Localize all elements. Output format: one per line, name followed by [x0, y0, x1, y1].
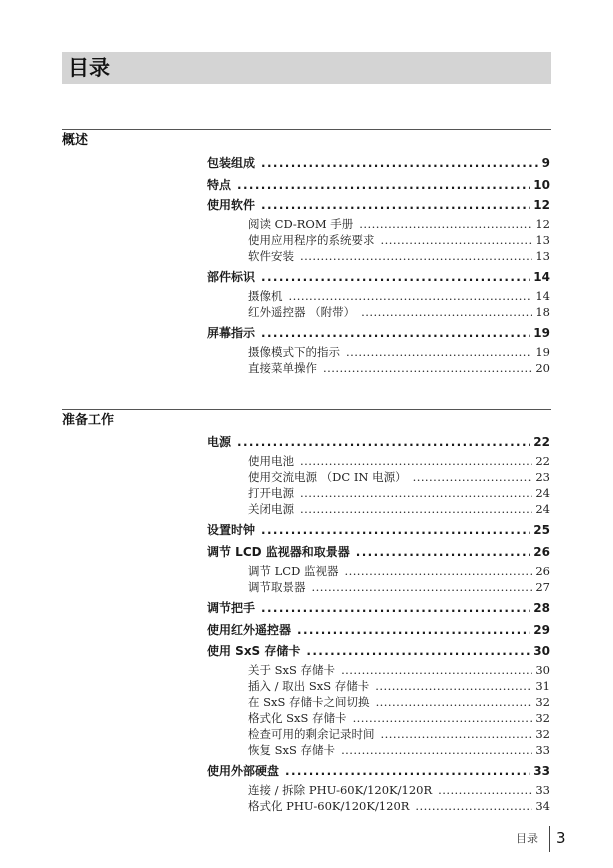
toc-subentry[interactable] [248, 563, 550, 579]
toc-entry-page: 12 [535, 217, 550, 231]
toc-entry[interactable] [207, 177, 550, 193]
toc-entry[interactable] [207, 269, 550, 285]
section-title: 准备工作 [62, 413, 115, 428]
toc-entry[interactable] [207, 544, 550, 560]
toc-entry-page: 20 [535, 361, 550, 375]
toc-entry-page: 10 [533, 178, 550, 192]
leader-dots [359, 216, 532, 232]
leader-dots [285, 763, 530, 779]
toc-entry-page: 13 [535, 249, 550, 263]
toc-entry-label: 使用电池 [248, 454, 294, 468]
toc-entry-page: 14 [533, 270, 550, 284]
toc-subentry[interactable] [248, 469, 550, 485]
toc-subentry[interactable] [248, 579, 550, 595]
toc-entry-label: 调节 LCD 监视器和取景器 [207, 545, 350, 559]
toc-subentry[interactable] [248, 485, 550, 501]
toc-entry-label: 使用 SxS 存储卡 [207, 644, 301, 658]
toc-entry-page: 27 [535, 580, 550, 594]
toc-entry-label: 插入 / 取出 SxS 存储卡 [248, 679, 370, 693]
toc-entry-label: 软件安装 [248, 249, 294, 263]
leader-dots [312, 579, 533, 595]
toc-entry-page: 22 [535, 454, 550, 468]
toc-subentry[interactable] [248, 360, 550, 376]
toc-entry-page: 22 [533, 435, 550, 449]
toc-subentry[interactable] [248, 344, 550, 360]
toc-entry-page: 13 [535, 233, 550, 247]
toc-entry[interactable] [207, 522, 550, 538]
toc-subentry[interactable] [248, 710, 550, 726]
toc-entry-page: 33 [535, 783, 550, 797]
toc-entry-label: 使用红外遥控器 [207, 623, 292, 637]
toc-entry-page: 32 [535, 695, 550, 709]
toc-subentry[interactable] [248, 742, 550, 758]
toc-entry-page: 34 [535, 799, 550, 813]
toc-entry-label: 摄像机 [248, 289, 283, 303]
toc-entry-page: 30 [533, 644, 550, 658]
leader-dots [261, 197, 530, 213]
toc-entry-label: 调节 LCD 监视器 [248, 564, 339, 578]
toc-entry[interactable] [207, 155, 550, 171]
toc-entry-page: 19 [533, 326, 550, 340]
toc-subentry[interactable] [248, 232, 550, 248]
toc-entry-label: 设置时钟 [207, 523, 256, 537]
leader-dots [300, 453, 532, 469]
toc-entry[interactable] [207, 197, 550, 213]
toc-entry-label: 调节取景器 [248, 580, 306, 594]
toc-entry-page: 14 [535, 289, 550, 303]
toc-entry-label: 关闭电源 [248, 502, 294, 516]
leader-dots [356, 544, 531, 560]
toc-entry-label: 在 SxS 存储卡之间切换 [248, 695, 370, 709]
toc-entry-label: 格式化 PHU-60K/120K/120R [248, 799, 410, 813]
toc-entry-label: 阅读 CD-ROM 手册 [248, 217, 354, 231]
toc-subentry[interactable] [248, 288, 550, 304]
leader-dots [300, 501, 532, 517]
toc-entry-page: 29 [533, 623, 550, 637]
toc-entry-label: 包装组成 [207, 156, 256, 170]
toc-subentry[interactable] [248, 782, 550, 798]
leader-dots [297, 622, 530, 638]
toc-entry-page: 19 [535, 345, 550, 359]
section-divider [62, 129, 551, 130]
toc-entry-page: 26 [533, 545, 550, 559]
leader-dots [361, 304, 532, 320]
leader-dots [261, 600, 530, 616]
leader-dots [438, 782, 532, 798]
toc-entry-page: 24 [535, 502, 550, 516]
toc-entry-label: 红外遥控器 （附带） [248, 305, 356, 319]
toc-entry-page: 24 [535, 486, 550, 500]
toc-entry-page: 25 [533, 523, 550, 537]
toc-entry-label: 打开电源 [248, 486, 294, 500]
leader-dots [341, 742, 532, 758]
toc-entry[interactable] [207, 434, 550, 450]
leader-dots [261, 269, 530, 285]
toc-entry-page: 9 [541, 156, 550, 170]
section-title: 概述 [62, 133, 89, 148]
toc-entry-page: 30 [535, 663, 550, 677]
leader-dots [375, 678, 532, 694]
toc-subentry[interactable] [248, 662, 550, 678]
leader-dots [261, 522, 530, 538]
leader-dots [306, 643, 530, 659]
leader-dots [300, 248, 532, 264]
toc-entry-label: 关于 SxS 存储卡 [248, 663, 336, 677]
footer-label: 目录 [516, 832, 538, 845]
leader-dots [300, 485, 532, 501]
toc-subentry[interactable] [248, 304, 550, 320]
leader-dots [413, 469, 533, 485]
toc-entry-page: 32 [535, 727, 550, 741]
toc-subentry[interactable] [248, 216, 550, 232]
toc-entry[interactable] [207, 600, 550, 616]
title-bar [62, 52, 551, 84]
toc-subentry[interactable] [248, 501, 550, 517]
toc-entry-label: 部件标识 [207, 270, 256, 284]
leader-dots [289, 288, 533, 304]
toc-entry-page: 32 [535, 711, 550, 725]
toc-entry[interactable] [207, 643, 550, 659]
toc-entry-label: 使用外部硬盘 [207, 764, 280, 778]
leader-dots [261, 155, 539, 171]
section-divider [62, 409, 551, 410]
toc-entry-label: 摄像模式下的指示 [248, 345, 340, 359]
toc-entry[interactable] [207, 325, 550, 341]
toc-entry-label: 连接 / 拆除 PHU-60K/120K/120R [248, 783, 433, 797]
toc-entry-page: 31 [535, 679, 550, 693]
toc-subentry[interactable] [248, 726, 550, 742]
toc-entry-label: 特点 [207, 178, 232, 192]
leader-dots [353, 710, 533, 726]
toc-subentry[interactable] [248, 453, 550, 469]
page-title: 目录 [68, 56, 110, 80]
toc-entry-page: 23 [535, 470, 550, 484]
footer-divider [549, 826, 550, 852]
page-number: 3 [556, 829, 566, 847]
toc-entry-page: 28 [533, 601, 550, 615]
toc-entry-page: 18 [535, 305, 550, 319]
leader-dots [381, 726, 533, 742]
toc-entry-label: 使用软件 [207, 198, 256, 212]
leader-dots [237, 434, 530, 450]
toc-entry-label: 调节把手 [207, 601, 256, 615]
leader-dots [323, 360, 532, 376]
toc-entry-label: 使用交流电源 （DC IN 电源） [248, 470, 407, 484]
toc-subentry[interactable] [248, 678, 550, 694]
toc-entry[interactable] [207, 763, 550, 779]
toc-entry-page: 33 [535, 743, 550, 757]
leader-dots [237, 177, 530, 193]
toc-entry-label: 恢复 SxS 存储卡 [248, 743, 336, 757]
leader-dots [341, 662, 532, 678]
toc-entry[interactable] [207, 622, 550, 638]
toc-subentry[interactable] [248, 798, 550, 814]
toc-entry-label: 屏幕指示 [207, 326, 256, 340]
leader-dots [346, 344, 532, 360]
leader-dots [415, 798, 532, 814]
toc-entry-page: 33 [533, 764, 550, 778]
leader-dots [381, 232, 533, 248]
toc-entry-label: 电源 [207, 435, 232, 449]
leader-dots [376, 694, 533, 710]
toc-subentry[interactable] [248, 694, 550, 710]
toc-entry-label: 检查可用的剩余记录时间 [248, 727, 375, 741]
toc-entry-label: 使用应用程序的系统要求 [248, 233, 375, 247]
leader-dots [344, 563, 532, 579]
toc-entry-page: 26 [535, 564, 550, 578]
toc-entry-page: 12 [533, 198, 550, 212]
toc-entry-label: 直接菜单操作 [248, 361, 317, 375]
leader-dots [261, 325, 530, 341]
toc-entry-label: 格式化 SxS 存储卡 [248, 711, 347, 725]
toc-subentry[interactable] [248, 248, 550, 264]
